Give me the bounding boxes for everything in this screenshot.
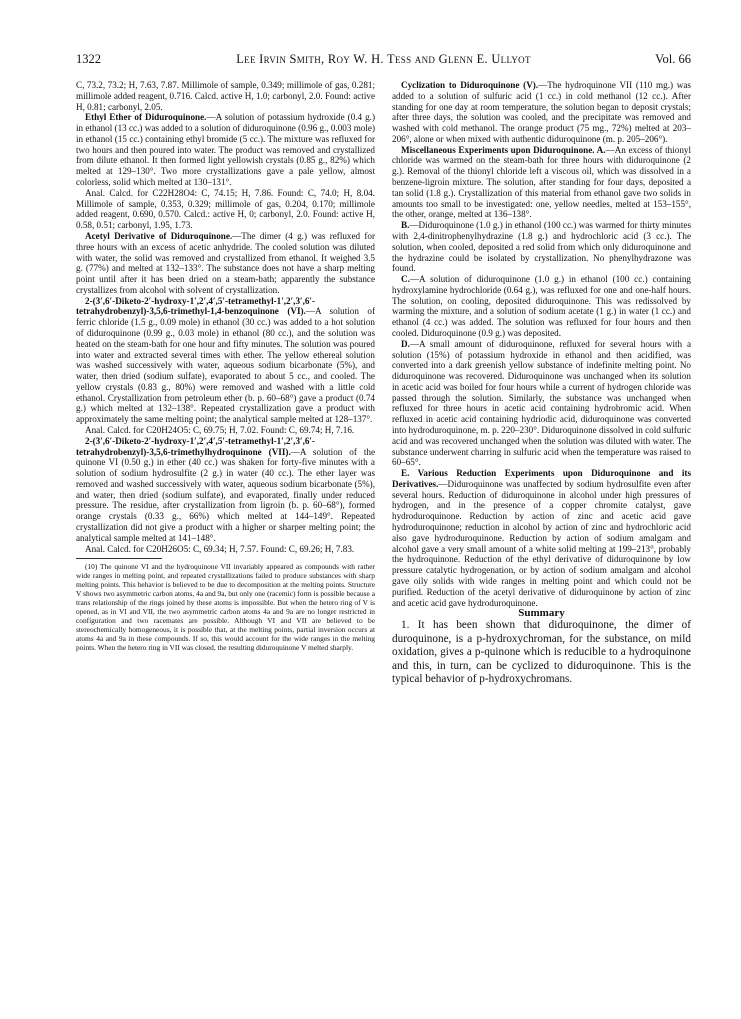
reduction-body: —Diduroquinone was unaffected by sodium hydrosulfite even after several hours. Reduction of diduroquinone in alcohol under high pressures of hydrogen, and in the presence of a copper chromite catalyst, gave hydroduroquinone. Reduction by action of zinc and acetic acid gave hydroduroquinone; reduction in alcohol by action of zinc and hydrochloric acid also gave hydroduroquinone. Reduction by action of sodium amalgam and alcohol gave a very small amount of a white solid melting at 199–213°, probably the hydroquinone. Reduction of the ethyl derivative of diduroquinone by low pressure catalytic hydrogenation, or by action of sodium amalgam and alcohol gave oily solids with wide ranges in melting point and which could not be purified. Reduction of the acetyl derivative of diduroquinone by action of zinc and acetic acid gave hydroduroquinone. (392, 478, 691, 608)
misc-c-label: C. (401, 274, 410, 285)
misc-c-paragraph (392, 274, 691, 339)
footnote-rule (76, 558, 162, 559)
hydroquinone-paragraph (76, 436, 375, 544)
analysis-continuation: C, 73.2, 73.2; H, 7.63, 7.87. Millimole of sample, 0.349; millimole of gas, 0.281; millimole added reagent, 0.716. Calcd. active H, 1.0; carbonyl, 2.0. Found: active H, 0.81; carbonyl, 2.05. (76, 80, 375, 112)
volume-label: Vol. 66 (655, 52, 691, 66)
misc-d-body: —A small amount of diduroquinone, refluxed for several hours with a solution (15%) of potassium hydroxide in ethanol and then acidified, was converted into a dark greenish yellow substance of indefinite melting point. No diduroquinone was recovered. Diduroquinone was unchanged when its solution in acetic acid was boiled for four hours while a current of hydrogen chloride was passed through the solution. Similarly, the substance was unchanged when refluxed for three hours in acetic acid containing hydrobromic acid. When refluxed in acetic acid containing hydriodic acid, diduroquinone was converted into hydroduroquinone, m. p. 220–230°. Diduroquinone dissolved in cold sulfuric acid and was recovered unchanged when the solution was diluted with water. The substance underwent charring in sulfuric acid when the temperature was raised to 60–65°. (392, 338, 691, 468)
acetyl-body: —The dimer (4 g.) was refluxed for three hours with an excess of acetic anhydride. The cooled solution was diluted with water, the solid was removed and crystallized from ethanol. It weighed 3.5 g. (77%) and melted at 132–133°. The substance does not have a sharp melting point until after it has been dried on a steam-bath; apparently the substance crystallizes from alcohol with solvent of crystallization. (76, 230, 375, 295)
misc-c-body: —A solution of diduroquinone (1.0 g.) in ethanol (100 cc.) containing hydroxylamine hydrochloride (0.64 g.), was refluxed for one and one-half hours. The solution, on cooling, deposited diduroquinone. This was redissolved by warming the mixture, and a solution of sodium acetate (1 g.) in water (1 cc.) and ethanol (4 cc.) was added. The solution was refluxed for four hours and then cooled. Diduroquinone (0.9 g.) was deposited. (392, 274, 691, 338)
page-number: 1322 (76, 52, 101, 66)
right-column (392, 80, 691, 687)
hydroquinone-analysis: Anal. Calcd. for C20H26O5: C, 69.34; H, 7.57. Found: C, 69.26; H, 7.83. (85, 543, 355, 554)
ethyl-ether-analysis: Anal. Calcd. for C22H28O4: C, 74.15; H, 7.86. Found: C, 74.0; H, 8.04. Millimole of sample, 0.353, 0.329; millimole of gas, 0.204, 0.170; millimole added reagent, 0.690, 0.570. Calcd.: active H, 0; carbonyl, 2.0. Found: active H, 0.58, 0.51; carbonyl, 1.95, 1.73. (76, 187, 375, 231)
reduction-paragraph (392, 468, 691, 608)
benzoquinone-analysis: Anal. Calcd. for C20H24O5: C, 69.75; H, 7.02. Found: C, 69.74; H, 7.16. (85, 425, 355, 435)
acetyl-paragraph (76, 231, 375, 296)
benzoquinone-heading: 2-(3′,6′-Diketo-2′-hydroxy-1′,2′,4′,5′-tetramethyl-1′,2′,3′,6′-tetrahydrobenzyl)-3,5,6-trimethyl-1,4-benzoquinone (VI). (76, 295, 316, 317)
ethyl-ether-paragraph (76, 112, 375, 187)
misc-d-label: D. (401, 338, 410, 349)
misc-heading: Miscellaneous Experiments upon Diduroquinone. A. (401, 144, 606, 155)
ethyl-ether-body: —A solution of potassium hydroxide (0.4 g.) in ethanol (13 cc.) was added to a solution of diduroquinone (0.96 g., 0.003 mole) in ethanol (15 cc.) containing ethyl bromide (5 cc.). The mixture was refluxed for two hours and then poured into water. The product was removed and crystallized from dilute ethanol. It then formed light yellowish crystals (0.85 g., 82%) which melted at 129–130°. Two more crystallizations gave a pale yellow, almost colorless, solid which melted at 130–131°. (76, 112, 375, 188)
cyclization-paragraph (392, 80, 691, 145)
reduction-heading: E. Various Reduction Experiments upon Diduroquinone and its Derivatives. (392, 468, 691, 489)
misc-b-paragraph (392, 220, 691, 274)
benzoquinone-body: —A solution of ferric chloride (1.5 g., 0.09 mole) in ethanol (30 cc.) was added to a hot solution of diduroquinone (0.99 g., 0.03 mole) in ethanol (80 cc.), and the solution was heated on the steam-bath for one hour and fifty minutes. The solution was poured into water and extracted several times with ether. The yellow ethereal solution was washed successively with water, aqueous sodium bicarbonate (5%), and water, then dried (sodium sulfate), evaporated to about 5 cc., and cooled. The yellow crystals (0.83 g., 80%) were removed and washed with a little cold ethanol. Crystallization from petroleum ether (b. p. 60–68°) gave a product (0.74 g.) which melted at 132–138°. Repeated crystallization gave a product with approximately the same melting point; the analytical sample melted at 128–137°. (76, 306, 376, 425)
benzoquinone-paragraph (76, 296, 375, 425)
misc-b-body: —Diduroquinone (1.0 g.) in ethanol (100 cc.) was warmed for thirty minutes with 2,4-dinitrophenylhydrazine (1.8 g.) and hydrochloric acid (3 cc.). The solution, when cooled, deposited a red solid from which only diduroquinone and the hydrazine could be isolated by crystallization. No phenylhydrazone was found. (392, 220, 691, 274)
cyclization-heading: Cyclization to Diduroquinone (V). (401, 80, 539, 90)
hydroquinone-heading: 2-(3′,6′-Diketo-2′-hydroxy-1′,2′,4′,5′-tetramethyl-1′,2′,3′,6′-tetrahydrobenzyl)-3,5,6-trimethylhydroquinone (VII). (76, 435, 316, 457)
hydroquinone-body: —A solution of the quinone VI (0.50 g.) in ether (40 cc.) was shaken for forty-five minutes with a solution of sodium hydrosulfite (2 g.) in water (40 cc.). The ether layer was removed and washed successively with water, aqueous sodium bicarbonate (5%), and water, then dried (sodium sulfate), and evaporated, finally under reduced pressure. The residue, after crystallization from ligroin (b. p. 60–68°), formed orange crystals (0.33 g., 66%) which melted at 144–149°. Repeated crystallization did not give a product with a higher or sharper melting point; the analytical sample melted at 141–148°. (76, 446, 375, 543)
summary-text: 1. It has been shown that diduroquinone, the dimer of duroquinone, is a p-hydroxychroman, for the substance, on mild oxidation, gives a p-quinone which is reducible to a hydroquinone and this, in turn, can be cyclized to diduroquinone. This is the typical behavior of p-hydroxychromans. (392, 619, 691, 686)
left-column (76, 80, 375, 652)
misc-a-body: —An excess of thionyl chloride was warmed on the steam-bath for three hours with diduroquinone (2 g.). Removal of the thionyl chloride left a viscous oil, which was dissolved in a benzene-ligroin mixture. The solution, after standing for four days, deposited a tan solid (1.8 g.). Crystallization of this material from ethanol gave two solids in amounts too small to be investigated: one, yellow needles, melted at 153–155°, the other, orange, melted at 136–138°. (392, 144, 691, 220)
cyclization-body: —The hydroquinone VII (110 mg.) was added to a solution of sulfuric acid (1 cc.) in cold methanol (12 cc.). After standing for one day at room temperature, the solution began to deposit crystals; after three days, the solution was cooled, and the precipitate was removed and washed with cold methanol. The orange product (75 mg., 72%) melted at 203–206°, alone or when mixed with authentic diduroquinone (m. p. 205–206°). (392, 80, 691, 144)
footnote-10: (10) The quinone VI and the hydroquinone VII invariably appeared as compounds with rather wide ranges in melting point, and repeated crystallizations failed to produce substances with sharp melting points. This behavior is believed to be due to decomposition at the melting points. Structure V shows two asymmetric carbon atoms, 4a and 9a, but only one (racemic) form is possible because a trans relationship of the rings joined by these atoms is impossible. But when the hetero ring of V is opened, as in VI and VII, the two asymmetric carbon atoms 4a and 9a are no longer restricted in configuration and two racemates are possible. Although VI and VII are believed to be stereochemically homogeneous, it is possible that, at the melting points, partial inversion occurs at atoms 4a and 9a in these compounds. If so, this would account for the wide ranges in the melting points. When the hetero ring in VII was closed, the resulting diduroquinone V melted sharply. (76, 562, 375, 653)
footnote (76, 562, 375, 652)
acetyl-heading: Acetyl Derivative of Diduroquinone. (85, 230, 233, 241)
running-header (76, 52, 691, 68)
ethyl-ether-heading: Ethyl Ether of Diduroquinone. (85, 112, 207, 123)
misc-d-paragraph (392, 339, 691, 468)
misc-b-label: B. (401, 220, 410, 231)
misc-a-paragraph (392, 145, 691, 220)
running-authors: Lee Irvin Smith, Roy W. H. Tess and Glenn E. Ullyot (236, 52, 531, 66)
summary-heading: Summary (518, 607, 565, 620)
